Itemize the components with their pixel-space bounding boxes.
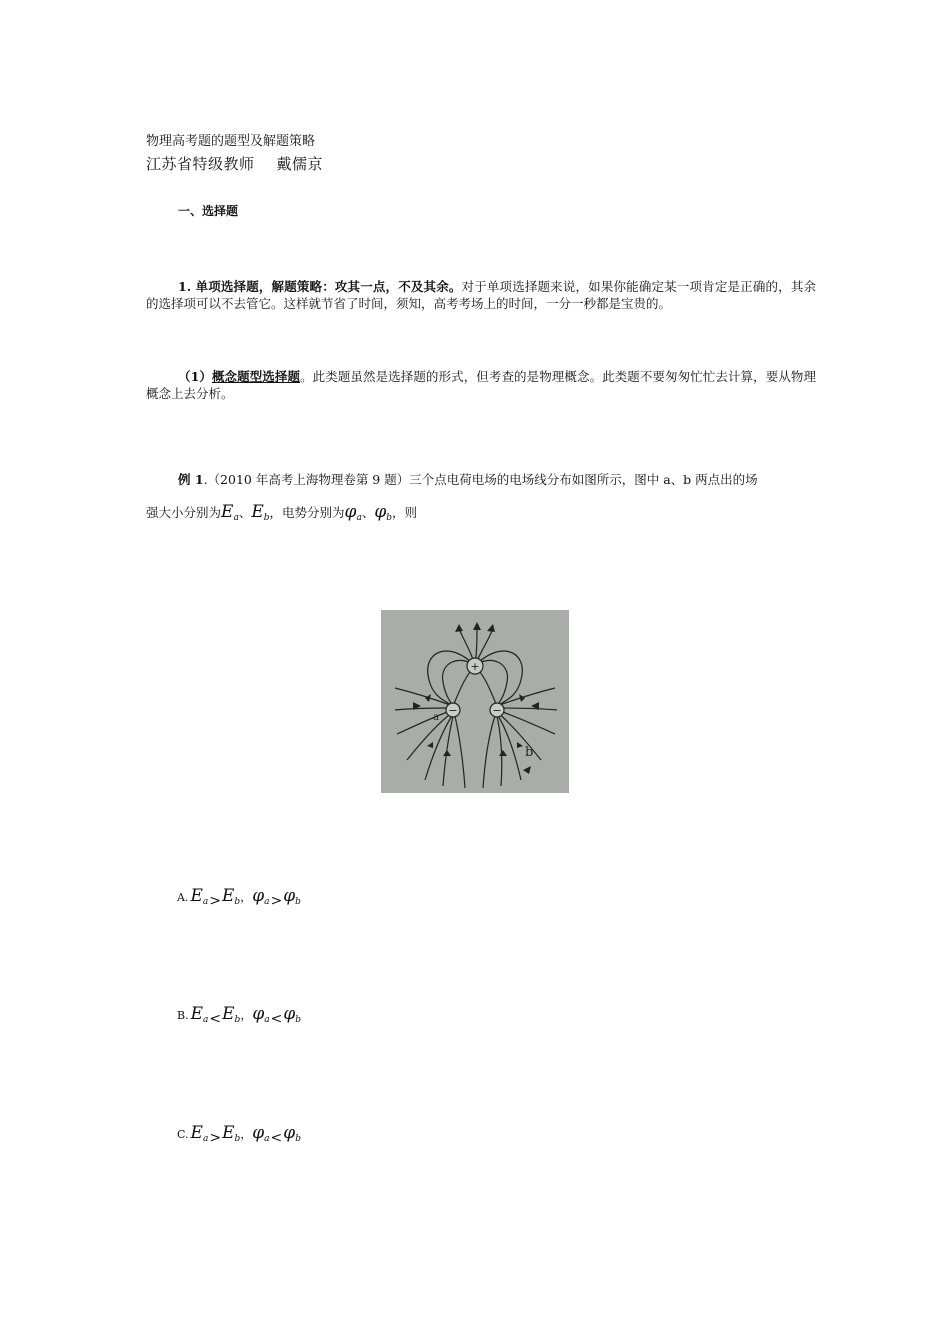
option-a[interactable] bbox=[177, 886, 301, 909]
relation: < bbox=[270, 1011, 283, 1027]
symbol-phi: φ bbox=[283, 1123, 296, 1143]
negative-charge-right-sign: − bbox=[492, 704, 502, 717]
option-label: A. bbox=[177, 891, 189, 904]
symbol-E: E bbox=[221, 502, 234, 522]
symbol-phi: φ bbox=[283, 886, 296, 906]
subscript-b: b bbox=[234, 897, 241, 907]
subscript-b: b bbox=[295, 897, 301, 907]
separator: 、 bbox=[238, 505, 252, 520]
symbol-phi: φ bbox=[252, 886, 265, 906]
comma: ， bbox=[240, 1008, 253, 1022]
author-role: 江苏省特级教师 bbox=[146, 155, 255, 173]
electric-field-figure bbox=[381, 610, 569, 793]
symbol-E: E bbox=[251, 502, 264, 522]
comma: ， bbox=[240, 890, 253, 904]
symbol-E: E bbox=[190, 1004, 204, 1024]
symbol-E: E bbox=[222, 1004, 235, 1024]
subscript-a: a bbox=[264, 1015, 270, 1025]
symbol-phi: φ bbox=[374, 502, 387, 522]
example-text: .（2010 年高考上海物理卷第 9 题）三个点电荷电场的电场线分布如图所示，图中 a、b 两点出的场 bbox=[203, 472, 758, 487]
concept-heading: 概念题型选择题 bbox=[211, 369, 301, 384]
relation: > bbox=[209, 893, 221, 909]
example-text-2b: ，电势分别为 bbox=[269, 505, 345, 520]
symbol-phi: φ bbox=[252, 1123, 265, 1143]
option-label: C. bbox=[177, 1128, 189, 1141]
positive-charge-sign: + bbox=[470, 660, 480, 673]
subscript-a: a bbox=[202, 1134, 209, 1144]
option-label: B. bbox=[177, 1009, 189, 1022]
relation: > bbox=[209, 1130, 222, 1146]
subscript-b: b bbox=[295, 1015, 302, 1025]
comma: ， bbox=[240, 1127, 253, 1141]
example-text-2a: 强大小分别为 bbox=[146, 505, 222, 520]
subscript-b: b bbox=[234, 1134, 241, 1144]
symbol-E: E bbox=[190, 1123, 203, 1143]
subscript-a: a bbox=[203, 1015, 209, 1025]
section-heading: 一、选择题 bbox=[178, 204, 239, 218]
symbol-phi: φ bbox=[344, 502, 357, 522]
relation: < bbox=[270, 1130, 283, 1146]
option-b[interactable] bbox=[177, 1004, 302, 1027]
relation: > bbox=[270, 893, 283, 909]
strategy-text: 对于单项选择题来说，如果你能确定某一项肯定是正确的，其余的选择项可以不去管它。这样就节省了时间，须知，高考考场上的时间，一分一秒都是宝贵的。 bbox=[146, 279, 816, 311]
symbol-E: E bbox=[190, 886, 203, 906]
subscript-b: b bbox=[234, 1015, 241, 1025]
point-a-label: a bbox=[433, 712, 439, 723]
symbol-E: E bbox=[222, 1123, 235, 1143]
symbol-phi: φ bbox=[283, 1004, 296, 1024]
subscript-a: a bbox=[233, 513, 239, 523]
symbol-phi: φ bbox=[252, 1004, 265, 1024]
separator: 、 bbox=[361, 505, 375, 520]
author-line bbox=[146, 153, 323, 174]
example-question-line2 bbox=[146, 502, 417, 522]
paragraph-single-choice bbox=[146, 278, 816, 312]
example-question bbox=[146, 471, 816, 488]
point-b-label: b bbox=[525, 745, 534, 760]
subscript-b: b bbox=[295, 1134, 301, 1144]
negative-charge-left-sign: − bbox=[448, 704, 458, 717]
subscript-a: a bbox=[264, 1134, 270, 1144]
subscript-a: a bbox=[264, 897, 270, 907]
subscript-b: b bbox=[263, 513, 270, 523]
paragraph-concept-type bbox=[146, 368, 816, 402]
doc-title: 物理高考题的题型及解题策略 bbox=[146, 134, 316, 149]
subscript-a: a bbox=[356, 513, 362, 523]
field-lines-diagram bbox=[381, 610, 569, 793]
option-c[interactable] bbox=[177, 1123, 301, 1146]
concept-text: 。此类题虽然是选择题的形式，但考查的是物理概念。此类题不要匆匆忙忙去计算，要从物理概念上去分析。 bbox=[146, 369, 816, 401]
subscript-b: b bbox=[386, 513, 392, 523]
author-name: 戴儒京 bbox=[276, 155, 324, 173]
symbol-E: E bbox=[221, 886, 235, 906]
subscript-a: a bbox=[202, 897, 209, 907]
concept-number: （1） bbox=[178, 369, 212, 384]
example-label: 例 1 bbox=[178, 472, 204, 487]
strategy-heading: 1. 单项选择题，解题策略：攻其一点，不及其余。 bbox=[178, 279, 462, 294]
relation: < bbox=[209, 1011, 222, 1027]
example-text-2c: ，则 bbox=[392, 505, 418, 520]
